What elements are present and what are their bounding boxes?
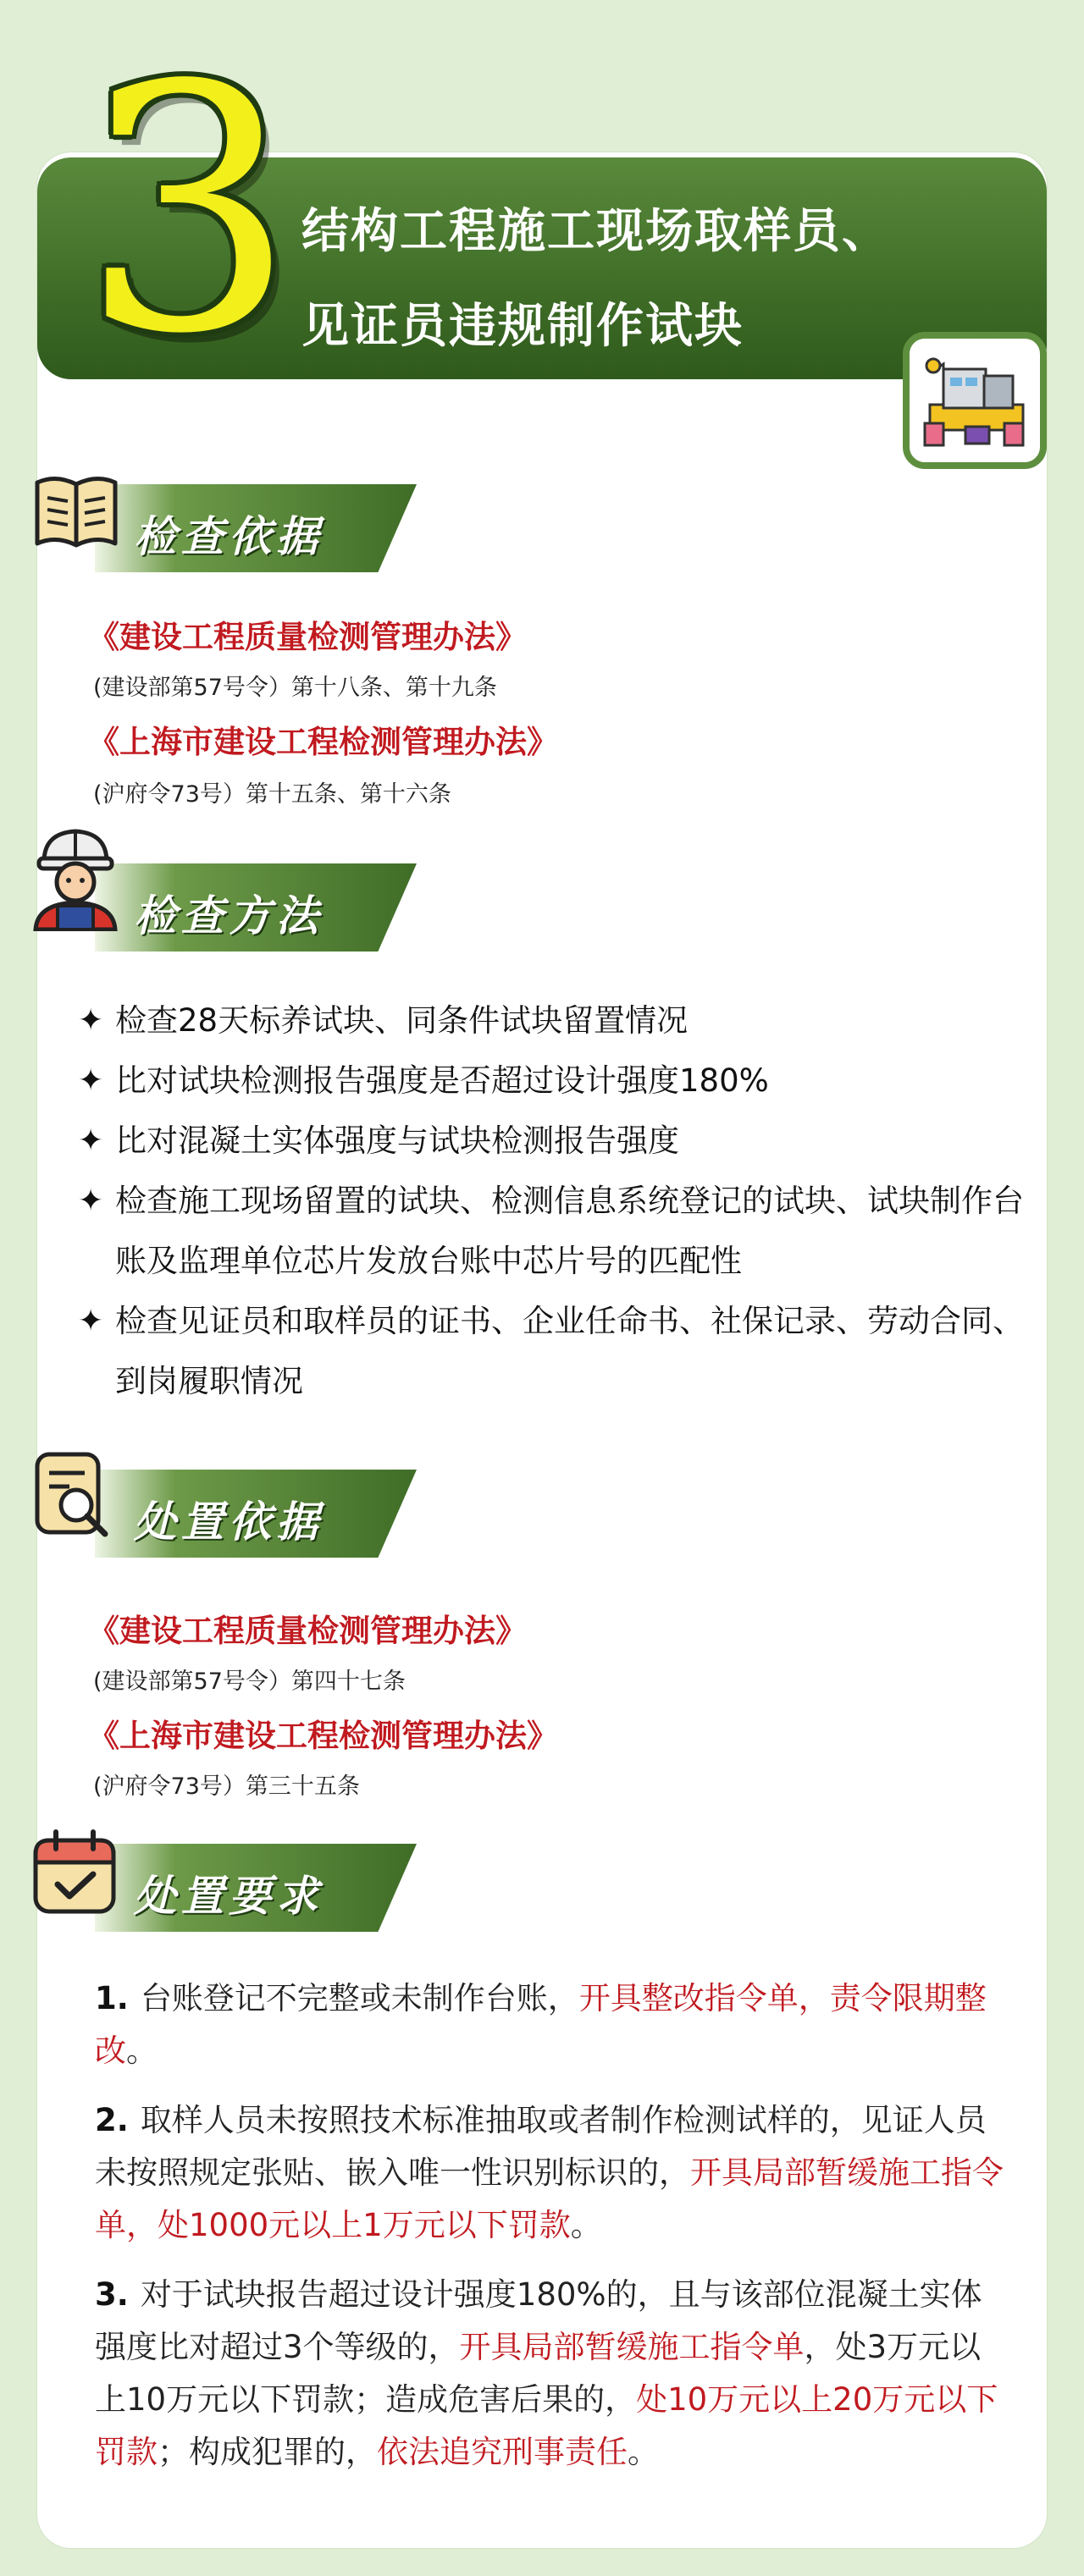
section-title-method: 检查方法 xyxy=(134,891,324,940)
basis-ref1-note: (建设部第57号令）第十八条、第十九条 xyxy=(93,675,497,701)
requirement-item: 2. 取样人员未按照技术标准抽取或者制作检测试样的，见证人员未按照规定张贴、嵌入唯一性识别标识的，开具局部暂缓施工指令单，处1000元以上1万元以下罚款。 xyxy=(95,2102,1004,2243)
method-item: ✦ 比对试块检测报告强度是否超过设计强度180% xyxy=(78,1051,1026,1111)
disposal-ref1-title: 《建设工程质量检测管理办法》 xyxy=(88,1613,527,1649)
worker-icon xyxy=(29,821,122,931)
star-bullet-icon: ✦ xyxy=(78,1003,104,1038)
method-item: ✦ 比对混凝土实体强度与试块检测报告强度 xyxy=(78,1111,1026,1171)
star-bullet-icon: ✦ xyxy=(78,1304,104,1338)
disposal-ref2-note: (沪府令73号）第三十五条 xyxy=(93,1773,360,1800)
basis-ref1-title: 《建设工程质量检测管理办法》 xyxy=(88,619,527,655)
method-list xyxy=(78,990,1026,1411)
requirement-item: 3. 对于试块报告超过设计强度180%的，且与该部位混凝土实体强度比对超过3个等级的，开具局部暂缓施工指令单，处3万元以上10万元以下罚款；造成危害后果的，处10万元以上20万元以下罚款；构成犯罪的，依法追究刑事责任。 xyxy=(95,2276,998,2470)
requirements-list xyxy=(95,1972,1009,2496)
requirement-item: 1. 台账登记不完整或未制作台账，开具整改指令单，责令限期整改。 xyxy=(95,1980,987,2069)
basis-ref2-note: (沪府令73号）第十五条、第十六条 xyxy=(93,781,451,808)
title-line-2: 见证员违规制作试块 xyxy=(301,299,744,354)
basis-ref2-title: 《上海市建设工程检测管理办法》 xyxy=(88,724,558,760)
document-search-icon xyxy=(30,1449,115,1542)
disposal-ref2-title: 《上海市建设工程检测管理办法》 xyxy=(88,1718,558,1754)
section-title-requirements: 处置要求 xyxy=(134,1872,324,1921)
section-title-basis: 检查依据 xyxy=(134,512,324,561)
method-item: ✦ 检查见证员和取样员的证书、企业任命书、社保记录、劳动合同、到岗履职情况 xyxy=(78,1291,1026,1411)
method-item: ✦ 检查28天标养试块、同条件试块留置情况 xyxy=(78,990,1026,1051)
calendar-check-icon xyxy=(30,1829,119,1917)
book-icon xyxy=(30,464,122,555)
machine-icon xyxy=(903,332,1047,469)
disposal-ref1-note: (建设部第57号令）第四十七条 xyxy=(93,1669,406,1695)
star-bullet-icon: ✦ xyxy=(78,1123,104,1158)
star-bullet-icon: ✦ xyxy=(78,1063,104,1098)
star-bullet-icon: ✦ xyxy=(78,1183,104,1218)
item-number: 3 xyxy=(80,14,296,408)
method-item: ✦ 检查施工现场留置的试块、检测信息系统登记的试块、试块制作台账及监理单位芯片发放台账中芯片号的匹配性 xyxy=(78,1171,1026,1291)
section-title-disposal-basis: 处置依据 xyxy=(134,1498,324,1547)
title-line-1: 结构工程施工现场取样员、 xyxy=(301,204,891,259)
